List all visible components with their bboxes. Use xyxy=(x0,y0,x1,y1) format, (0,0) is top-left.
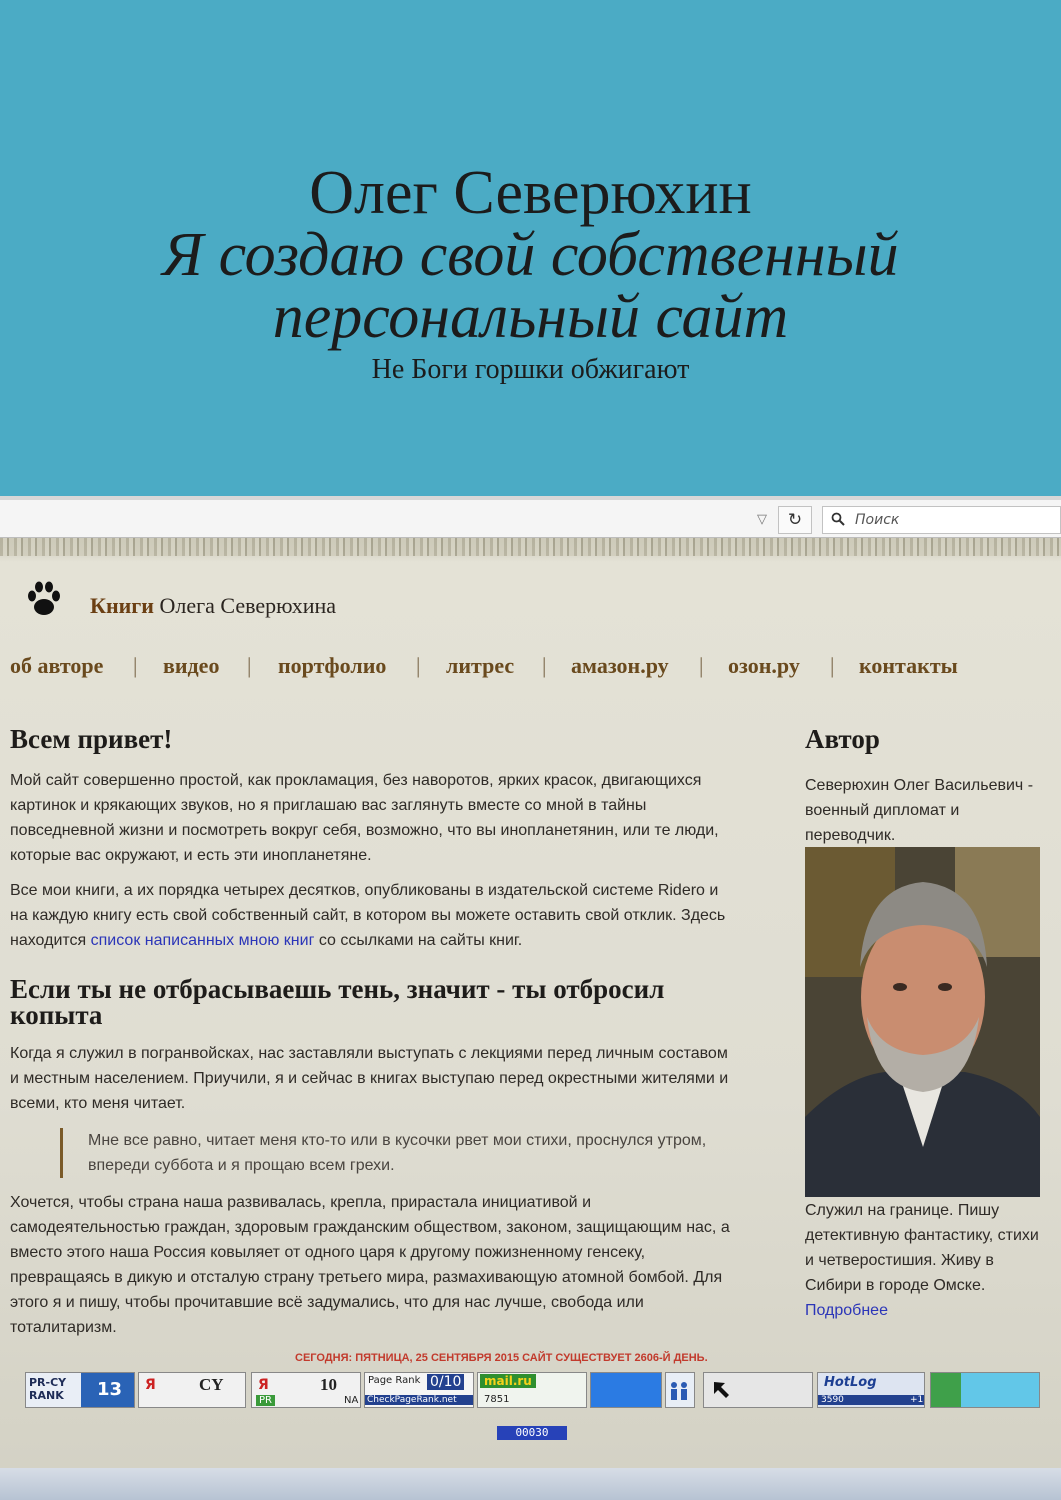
nav-separator: | xyxy=(416,653,421,678)
site-title-rest: Олега Северюхина xyxy=(153,593,337,618)
shadow-paragraph-1: Когда я служил в погранвойсках, нас заставляли выступать с лекциями перед личным составом и местным населением. Приучили, я и сейчас в книгах выступаю перед окрестными жителями и всеми, кто меня читает. xyxy=(10,1045,729,1112)
nav-ozon[interactable]: озон.ру xyxy=(728,653,800,678)
yandex-letter: Я xyxy=(258,1377,269,1393)
web-page xyxy=(0,538,1061,1468)
nav-litres[interactable]: литрес xyxy=(446,653,515,678)
today-banner: СЕГОДНЯ: ПЯТНИЦА, 25 СЕНТЯБРЯ 2015 САЙТ СУЩЕСТВУЕТ 2606-Й ДЕНЬ. xyxy=(295,1352,708,1364)
prcy-label-1: PR-CY xyxy=(29,1376,67,1389)
nav-separator: | xyxy=(699,653,704,678)
prcy-label-2: RANK xyxy=(29,1389,64,1402)
mail-value: 7851 xyxy=(484,1394,510,1405)
search-placeholder: Поиск xyxy=(855,512,900,528)
os-taskbar xyxy=(0,1468,1061,1500)
visits-counter[interactable]: 00030 xyxy=(497,1426,567,1440)
welcome-p2-text: Все мои книги, а их порядка четырех десятков, опубликованы в издательской системе Ridero и на каждую книгу есть свой собственный сайт, в котором вы можете оставить свой отклик. Здесь находится xyxy=(10,882,726,949)
site-title-bold: Книги xyxy=(90,593,154,618)
nav-video[interactable]: видео xyxy=(163,653,220,678)
nav-contacts[interactable]: контакты xyxy=(859,653,958,678)
pr-label: PR xyxy=(256,1395,275,1406)
pagerank-value: 0/10 xyxy=(427,1374,464,1390)
na-label: NA xyxy=(344,1395,359,1406)
more-link[interactable]: Подробнее xyxy=(805,1302,888,1319)
yandex-cy-counter[interactable] xyxy=(138,1372,246,1408)
website-screenshot xyxy=(0,496,1061,1500)
prcy-counter[interactable] xyxy=(25,1372,135,1408)
shadow-heading: Если ты не отбрасываешь тень, значит - ты отбросил копыта xyxy=(10,974,665,1030)
nav-separator: | xyxy=(247,653,252,678)
url-dropdown-icon[interactable]: ▽ xyxy=(757,512,767,527)
shadow-paragraph-2: Хочется, чтобы страна наша развивалась, крепла, прирастала инициативой и самодеятельностью граждан, здоровым гражданским обществом, законом, защищающим нас, а вместо этого наша Россия ковыляет от одного царя к другому пожизненному генсеку, превращаясь в дикую и отсталую страну третьего мира, размахивающую атомной бомбой. Для этого я и пишу, чтобы прочитавшие всё задумались, что для нас лучше, свобода или тоталитаризм. xyxy=(10,1194,730,1336)
reload-button[interactable]: ↻ xyxy=(778,506,812,534)
mailru-counter[interactable] xyxy=(477,1372,587,1408)
yandex-pr-counter[interactable] xyxy=(251,1372,361,1408)
pr-value: 10 xyxy=(320,1375,337,1394)
sidebar-heading: Автор xyxy=(805,724,880,754)
hotlog-value: 3590 xyxy=(818,1395,924,1405)
mail-label: mail.ru xyxy=(480,1374,536,1388)
arrow-counter[interactable] xyxy=(703,1372,813,1408)
pagerank-site: CheckPageRank.net xyxy=(365,1395,473,1405)
sidebar-bio-text: Служил на границе. Пишу детективную фантастику, стихи и четверостишия. Живу в Сибири в городе Омске. xyxy=(805,1202,1039,1294)
cover-subtitle: Не Боги горшки обжигают xyxy=(371,354,690,385)
sidebar-bio xyxy=(805,1198,1050,1323)
cover-title-line-2: персональный сайт xyxy=(272,283,789,351)
blue-counter[interactable] xyxy=(590,1372,662,1408)
prcy-value: 13 xyxy=(81,1373,135,1407)
nav-separator: | xyxy=(542,653,547,678)
book-list-link[interactable]: список написанных мною книг xyxy=(90,932,315,949)
decorative-border xyxy=(0,538,1061,556)
welcome-paragraph-2 xyxy=(10,878,740,953)
search-input[interactable] xyxy=(822,506,1061,534)
arrow-up-left-icon xyxy=(710,1378,734,1402)
nav-separator: | xyxy=(133,653,138,678)
cover-title-line-1: Я создаю свой собственный xyxy=(162,221,899,289)
liveinternet-counter[interactable] xyxy=(930,1372,1040,1408)
search-icon xyxy=(831,507,845,533)
welcome-paragraph-1: Мой сайт совершенно простой, как прокламация, без наворотов, ярких красок, двигающихся картинок и крякающих звуков, но я приглашаю вас заглянуть вместе со мной в тайны повседневной жизни и посмотреть вокруг себя, возможно, что вы инопланетянин, или те люди, которые вас окружают, и есть эти инопланетяне. xyxy=(10,772,719,864)
hotlog-counter[interactable] xyxy=(817,1372,925,1408)
author-photo xyxy=(805,847,1040,1197)
nav-portfolio[interactable]: портфолио xyxy=(278,653,387,678)
welcome-heading: Всем привет! xyxy=(10,724,173,754)
yandex-letter: Я xyxy=(145,1377,156,1393)
cover-author: Олег Северюхин xyxy=(309,159,752,227)
hotlog-label: HotLog xyxy=(824,1375,877,1390)
welcome-p2-tail: со ссылками на сайты книг. xyxy=(314,932,523,949)
cy-label: CY xyxy=(199,1375,224,1394)
nav-separator: | xyxy=(830,653,835,678)
hotlog-delta: +1 xyxy=(910,1395,924,1405)
nav-about[interactable]: об авторе xyxy=(10,653,104,678)
nav-amazon[interactable]: амазон.ру xyxy=(571,653,669,678)
poem-quote: Мне все равно, читает меня кто-то или в кусочки рвет мои стихи, проснулся утром, впереди суббота и я прощаю всем грехи. xyxy=(60,1128,740,1178)
people-icon[interactable] xyxy=(665,1372,695,1408)
sidebar-intro: Северюхин Олег Васильевич - военный дипломат и переводчик. xyxy=(805,777,1034,844)
paw-logo-icon[interactable] xyxy=(22,578,66,622)
pagerank-counter[interactable] xyxy=(364,1372,474,1408)
counter-strip xyxy=(25,1372,1040,1412)
site-title[interactable] xyxy=(90,593,336,619)
book-cover xyxy=(0,0,1061,496)
browser-toolbar xyxy=(0,496,1061,538)
pagerank-label: Page Rank xyxy=(368,1375,421,1386)
